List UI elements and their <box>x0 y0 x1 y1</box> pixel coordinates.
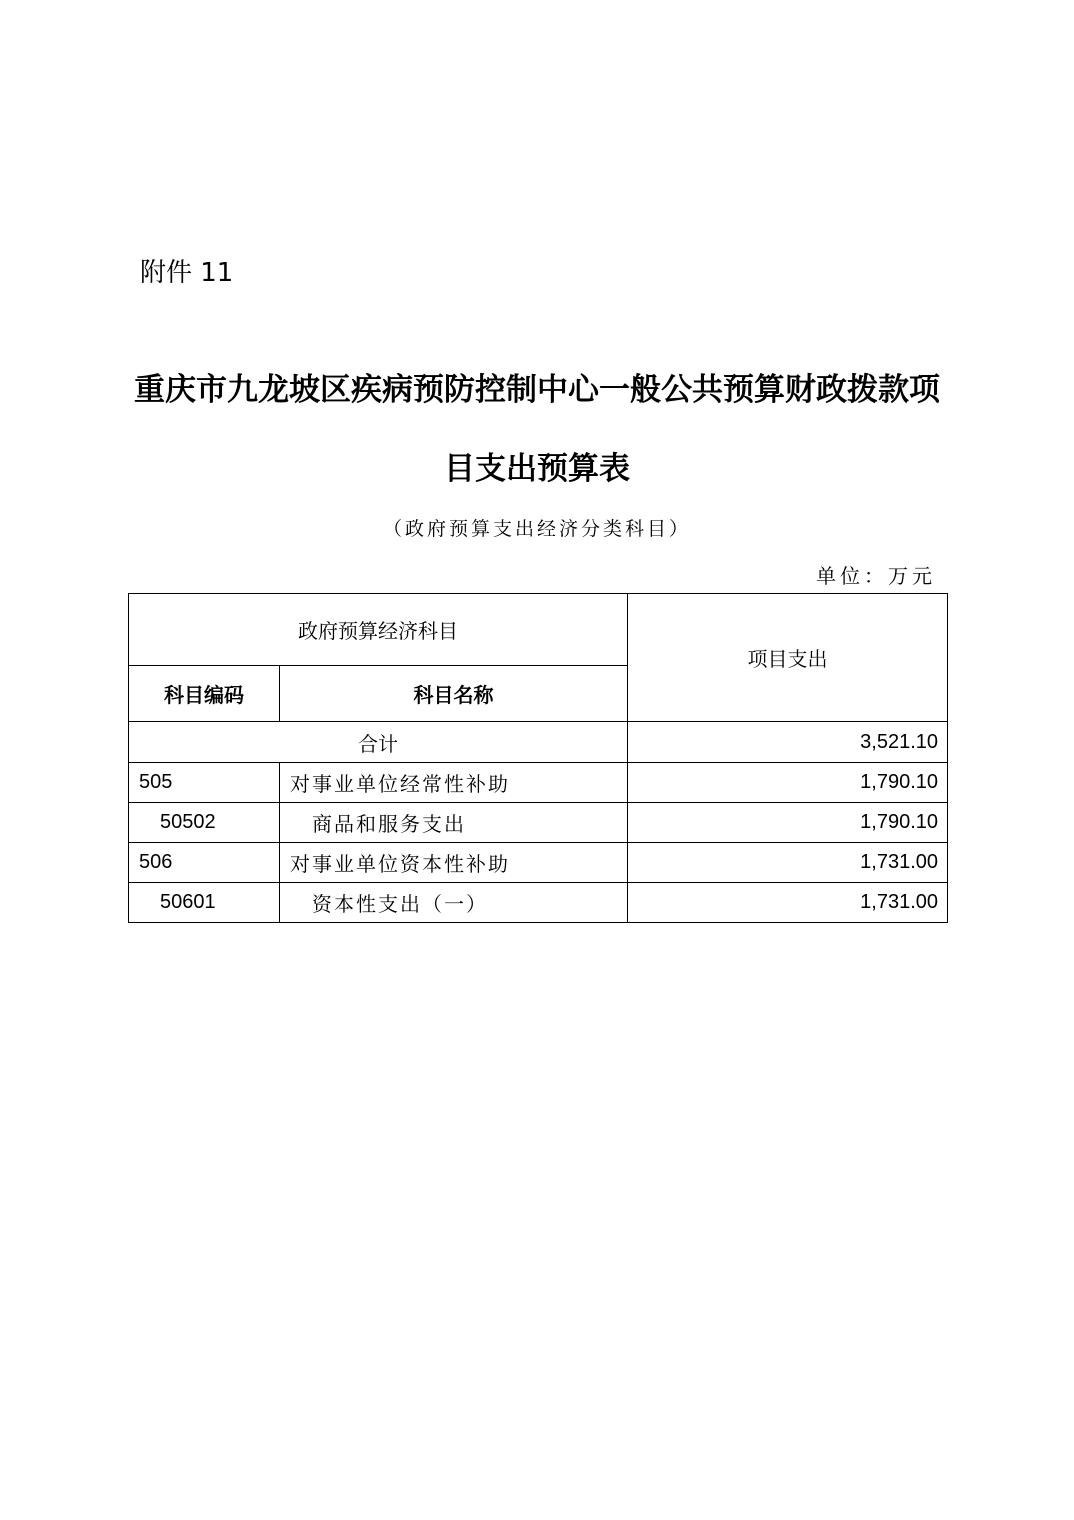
unit-label: 单位：万元 <box>816 564 936 588</box>
table-header-row <box>129 594 948 666</box>
page-title-line-1: 重庆市九龙坡区疾病预防控制中心一般公共预算财政拨款项 <box>134 372 940 408</box>
header-subject-name: 科目名称 <box>280 666 628 722</box>
expense-amount: 1,790.10 <box>628 763 948 803</box>
header-subject-code: 科目编码 <box>129 666 280 722</box>
subject-name: 商品和服务支出 <box>280 803 628 843</box>
table-total-row <box>129 722 948 763</box>
page-subtitle: （政府预算支出经济分类科目） <box>382 518 691 540</box>
page-title-line-2: 目支出预算表 <box>444 451 630 487</box>
subject-code: 505 <box>129 763 280 803</box>
total-amount: 3,521.10 <box>628 722 948 763</box>
table-row <box>129 763 948 803</box>
header-economic-subject: 政府预算经济科目 <box>129 594 628 666</box>
subject-name: 对事业单位资本性补助 <box>280 843 628 883</box>
subject-name: 资本性支出（一） <box>280 883 628 923</box>
attachment-label: 附件 11 <box>140 258 234 288</box>
subject-code: 506 <box>129 843 280 883</box>
subject-name: 对事业单位经常性补助 <box>280 763 628 803</box>
budget-table <box>128 593 948 923</box>
table-row <box>129 803 948 843</box>
subject-code: 50601 <box>129 883 280 923</box>
expense-amount: 1,731.00 <box>628 883 948 923</box>
table-row <box>129 883 948 923</box>
subject-code: 50502 <box>129 803 280 843</box>
expense-amount: 1,790.10 <box>628 803 948 843</box>
header-project-expense: 项目支出 <box>628 594 948 722</box>
table-row <box>129 843 948 883</box>
expense-amount: 1,731.00 <box>628 843 948 883</box>
total-label: 合计 <box>129 722 628 763</box>
